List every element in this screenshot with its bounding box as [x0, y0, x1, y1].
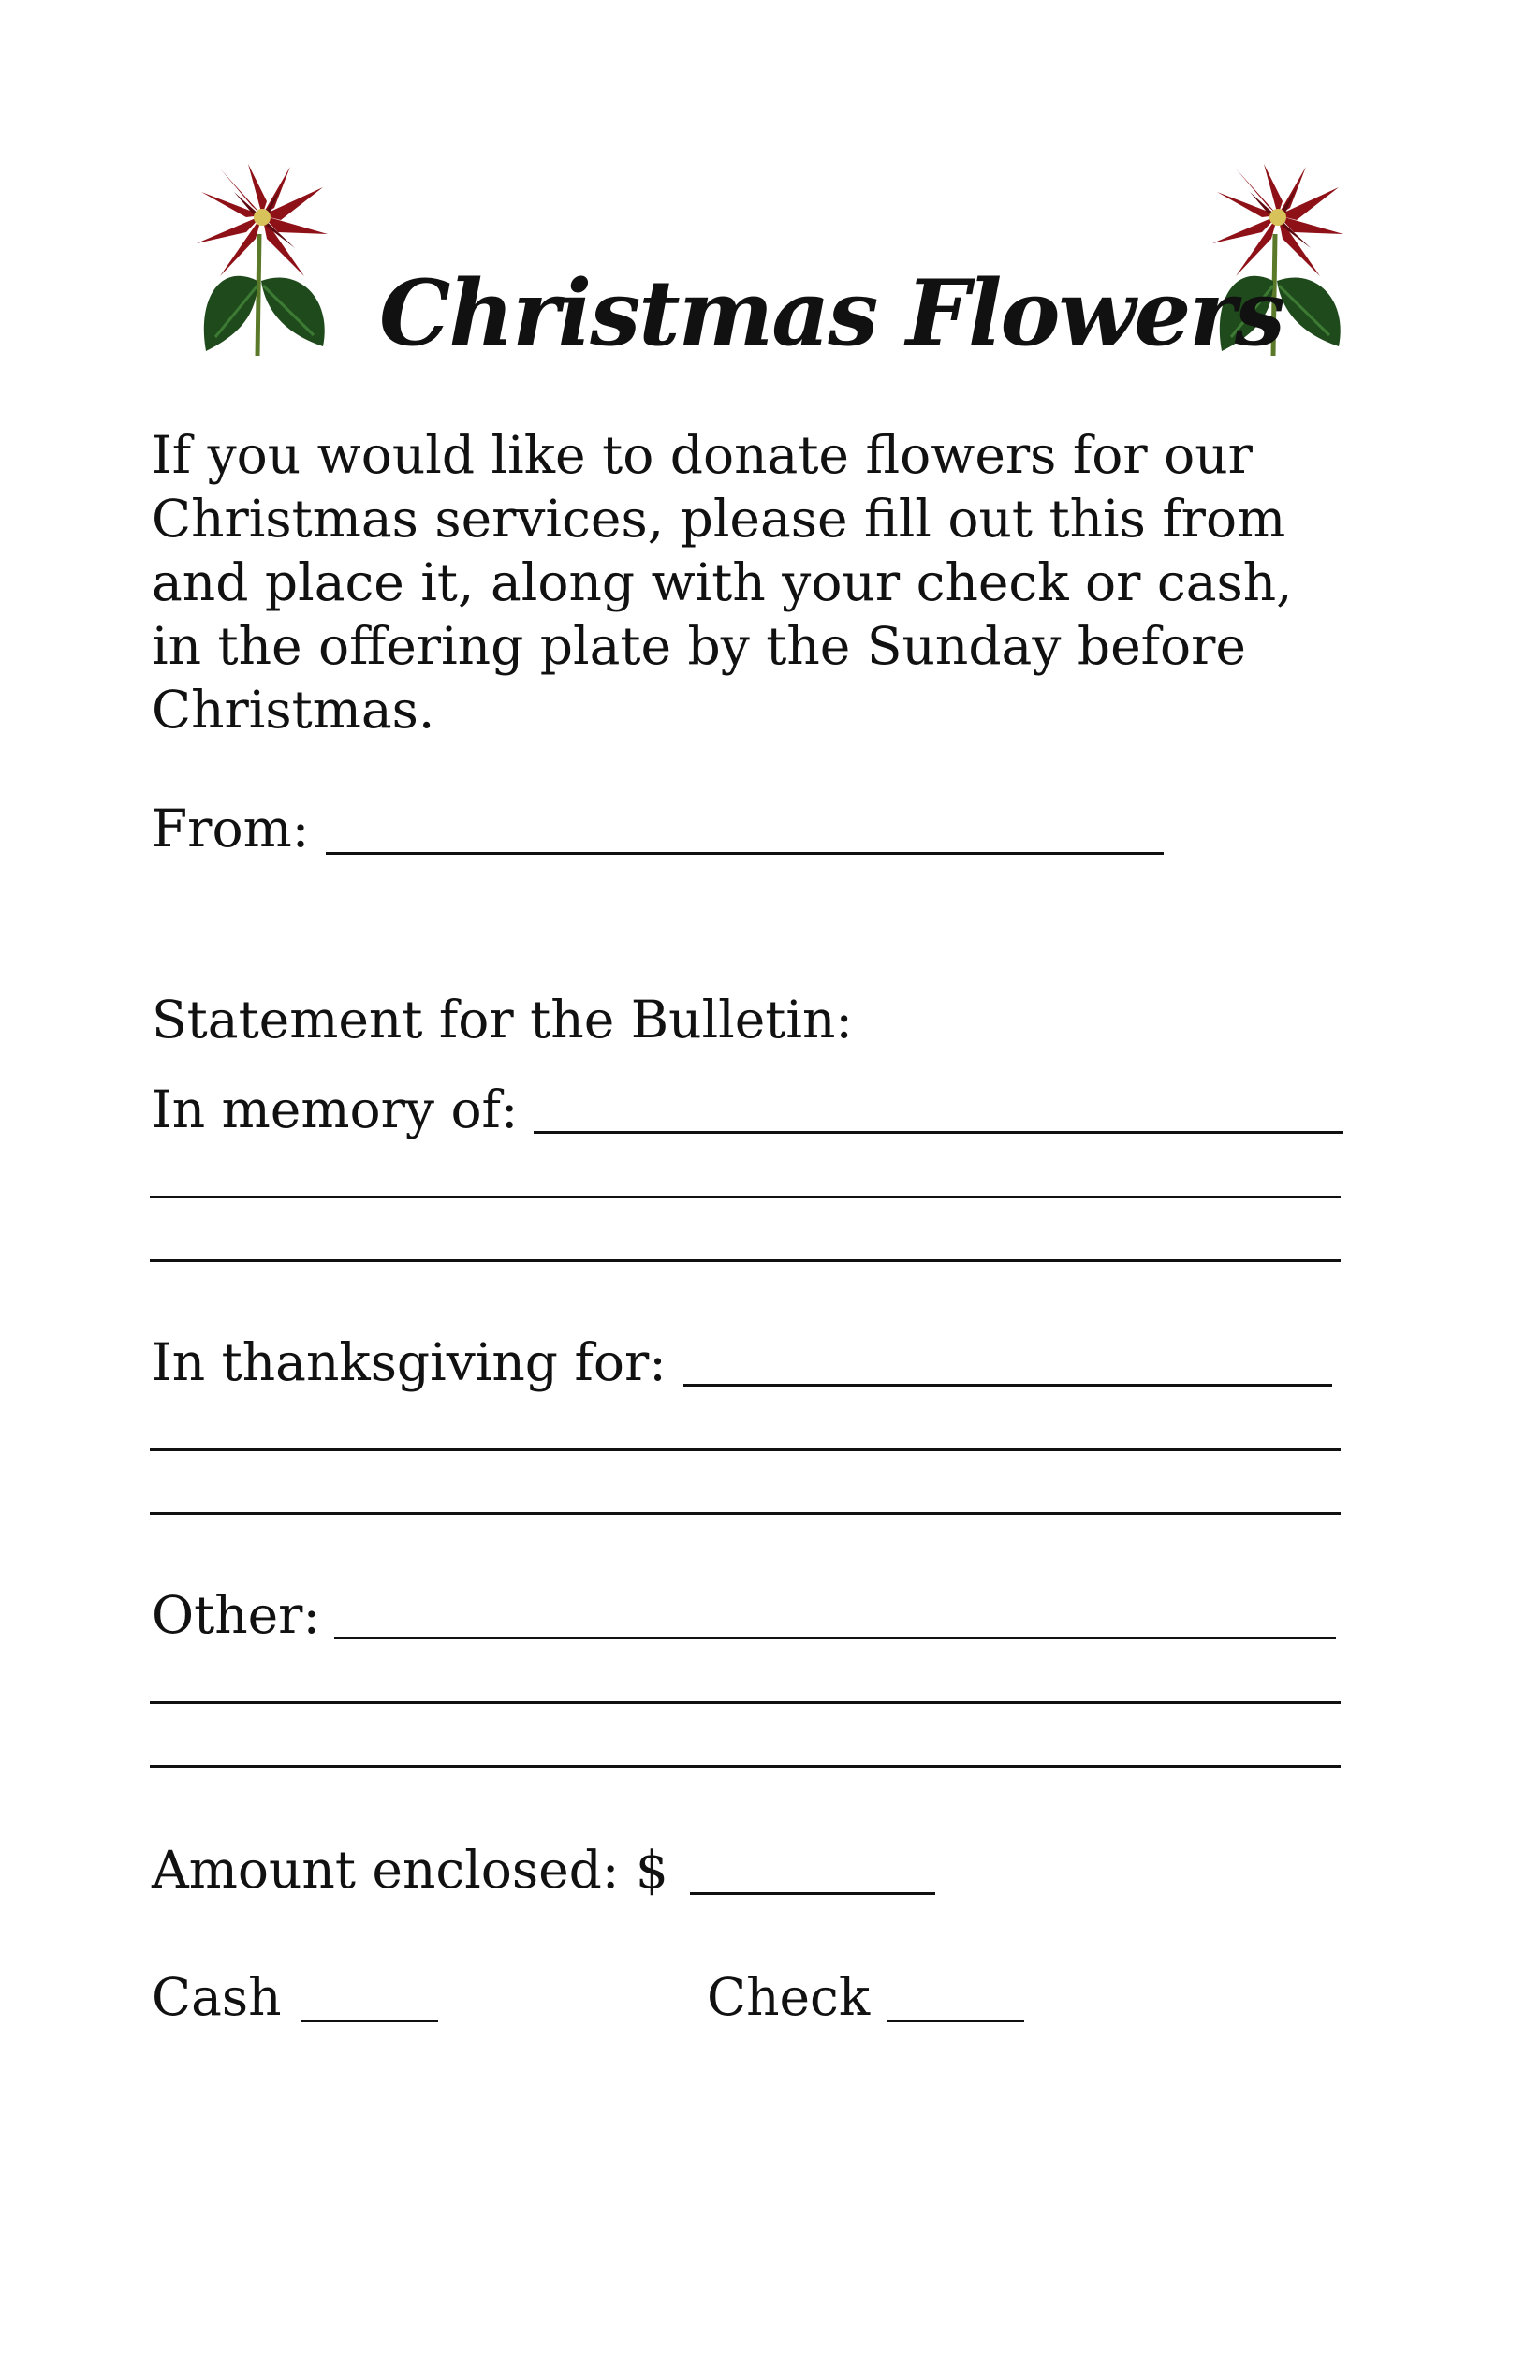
memory-line[interactable]	[534, 1131, 1343, 1134]
poinsettia-icon	[192, 159, 332, 365]
other-line[interactable]	[150, 1765, 1341, 1768]
statement-label: Statement for the Bulletin:	[152, 990, 853, 1050]
intro-line: Christmas services, please fill out this from	[152, 489, 1286, 549]
memory-label: In memory of:	[152, 1080, 519, 1139]
from-label: From:	[152, 799, 310, 859]
intro-line: in the offering plate by the Sunday before	[152, 616, 1246, 676]
cash-line[interactable]	[301, 2020, 438, 2022]
cash-label: Cash	[152, 1967, 282, 2027]
memory-line[interactable]	[150, 1196, 1341, 1198]
other-line[interactable]	[334, 1637, 1336, 1639]
thanksgiving-label: In thanksgiving for:	[152, 1332, 667, 1392]
page-title: Christmas Flowers	[379, 260, 1283, 366]
from-line[interactable]	[326, 852, 1164, 855]
amount-label: Amount enclosed: $	[152, 1840, 668, 1900]
other-line[interactable]	[150, 1701, 1341, 1704]
memory-line[interactable]	[150, 1259, 1341, 1262]
intro-line: and place it, along with your check or cash,	[152, 552, 1293, 612]
thanksgiving-line[interactable]	[150, 1448, 1341, 1451]
thanksgiving-line[interactable]	[683, 1384, 1332, 1387]
intro-line: If you would like to donate flowers for our	[152, 425, 1253, 485]
check-label: Check	[707, 1967, 871, 2027]
check-line[interactable]	[887, 2020, 1024, 2022]
other-label: Other:	[152, 1585, 320, 1645]
intro-paragraph	[152, 423, 1369, 742]
amount-line[interactable]	[690, 1892, 935, 1895]
intro-line: Christmas.	[152, 680, 435, 740]
thanksgiving-line[interactable]	[150, 1512, 1341, 1515]
